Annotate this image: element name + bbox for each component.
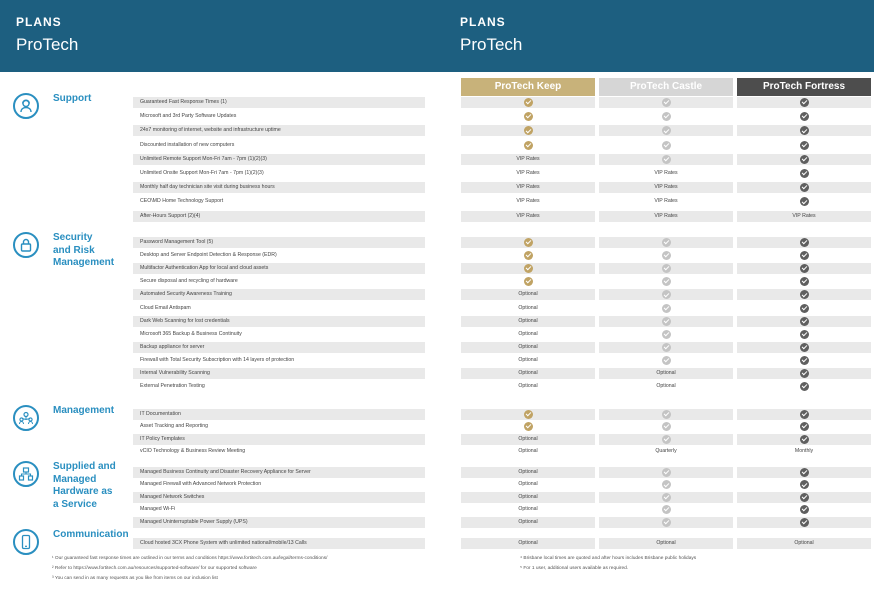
category-label: Security and Risk Management bbox=[53, 232, 115, 268]
cell-keep: Optional bbox=[518, 506, 538, 513]
cell-fortress bbox=[737, 97, 871, 108]
cell-castle: Quarterly bbox=[655, 447, 677, 454]
cell-fortress bbox=[737, 154, 871, 165]
check-icon bbox=[800, 505, 809, 514]
cell-castle bbox=[599, 140, 733, 151]
cell-castle bbox=[599, 434, 733, 445]
cell-fortress bbox=[737, 196, 871, 207]
cell-keep bbox=[461, 125, 595, 136]
check-icon bbox=[662, 304, 671, 313]
cell-castle: Optional bbox=[656, 383, 676, 390]
hardware-network-icon bbox=[13, 461, 39, 487]
category-label: Supplied and Managed Hardware as a Service bbox=[53, 461, 116, 510]
check-icon bbox=[800, 330, 809, 339]
cell-castle bbox=[599, 409, 733, 420]
check-icon bbox=[662, 493, 671, 502]
cell-castle bbox=[599, 329, 733, 340]
cell-fortress bbox=[737, 434, 871, 445]
check-icon bbox=[662, 468, 671, 477]
check-icon bbox=[800, 238, 809, 247]
cell-castle: VIP Rates bbox=[654, 198, 678, 205]
cell-castle bbox=[599, 504, 733, 515]
cell-keep: Optional bbox=[461, 316, 595, 327]
check-icon bbox=[524, 112, 533, 121]
check-icon bbox=[800, 518, 809, 527]
check-icon bbox=[524, 251, 533, 260]
cell-keep: Optional bbox=[518, 304, 538, 311]
check-icon bbox=[662, 98, 671, 107]
check-icon bbox=[800, 264, 809, 273]
feature-label: Microsoft and 3rd Party Software Updates bbox=[140, 113, 237, 120]
cell-keep: Optional bbox=[461, 289, 595, 300]
check-icon bbox=[800, 197, 809, 206]
cell-fortress bbox=[737, 381, 871, 392]
feature-label: Unlimited Remote Support Mon-Fri 7am - 7pm (1)(2)(3) bbox=[133, 154, 425, 165]
feature-label: External Penetration Testing bbox=[140, 383, 205, 390]
cell-keep: Optional bbox=[518, 447, 538, 454]
cell-castle bbox=[599, 97, 733, 108]
cell-castle bbox=[599, 421, 733, 432]
feature-label: Multifactor Authentication App for local and cloud assets bbox=[133, 263, 425, 274]
feature-label: Asset Tracking and Reporting bbox=[140, 423, 209, 430]
feature-label: Automated Security Awareness Training bbox=[133, 289, 425, 300]
cell-fortress bbox=[737, 479, 871, 490]
check-icon bbox=[800, 98, 809, 107]
cell-keep bbox=[461, 409, 595, 420]
cell-keep bbox=[461, 263, 595, 274]
feature-label: Password Management Tool (5) bbox=[133, 237, 425, 248]
category-label: Management bbox=[53, 405, 115, 416]
check-icon bbox=[800, 169, 809, 178]
check-icon bbox=[800, 493, 809, 502]
cell-castle bbox=[599, 492, 733, 503]
cell-fortress bbox=[737, 316, 871, 327]
check-icon bbox=[800, 304, 809, 313]
cell-castle: Optional bbox=[599, 368, 733, 379]
footnote: ² Refer to https://www.fortitech.com.au/resources/supported-software/ for our supported software bbox=[52, 566, 257, 571]
cell-castle bbox=[599, 517, 733, 528]
feature-label: Managed Uninterruptable Power Supply (UPS) bbox=[133, 517, 425, 528]
check-icon bbox=[662, 422, 671, 431]
cell-keep: Optional bbox=[461, 368, 595, 379]
check-icon bbox=[662, 435, 671, 444]
cell-keep: VIP Rates bbox=[461, 211, 595, 222]
cell-keep bbox=[461, 237, 595, 248]
check-icon bbox=[662, 264, 671, 273]
feature-label: Cloud hosted 3CX Phone System with unlimited national/mobile/13 Calls bbox=[133, 538, 425, 549]
header-left bbox=[16, 14, 78, 57]
feature-label: 24x7 monitoring of internet, website and infrastructure uptime bbox=[133, 125, 425, 136]
cell-keep: VIP Rates bbox=[461, 182, 595, 193]
footnote: ⁵ For 1 user, additional users available as required. bbox=[520, 566, 629, 571]
page-title: ProTech bbox=[16, 35, 79, 54]
check-icon bbox=[524, 264, 533, 273]
feature-label: Internal Vulnerability Scanning bbox=[133, 368, 425, 379]
check-icon bbox=[524, 126, 533, 135]
cell-fortress: Optional bbox=[737, 538, 871, 549]
plans-label: PLANS bbox=[460, 15, 506, 29]
check-icon bbox=[662, 141, 671, 150]
cell-castle bbox=[599, 125, 733, 136]
feature-label: Desktop and Server Endpoint Detection & Response (EDR) bbox=[140, 252, 277, 259]
cell-fortress bbox=[737, 504, 871, 515]
phone-icon bbox=[13, 529, 39, 555]
cell-castle bbox=[599, 154, 733, 165]
feature-label: Managed Firewall with Advanced Network Protection bbox=[140, 481, 262, 488]
check-icon bbox=[524, 410, 533, 419]
cell-castle: VIP Rates bbox=[599, 211, 733, 222]
check-icon bbox=[800, 480, 809, 489]
cell-fortress bbox=[737, 355, 871, 366]
cell-fortress bbox=[737, 368, 871, 379]
cell-keep bbox=[461, 111, 595, 122]
cell-fortress bbox=[737, 125, 871, 136]
check-icon bbox=[800, 183, 809, 192]
cell-castle bbox=[599, 479, 733, 490]
person-support-icon bbox=[13, 93, 39, 119]
feature-label: CEO\MD Home Technology Support bbox=[140, 198, 224, 205]
check-icon bbox=[662, 518, 671, 527]
cell-fortress bbox=[737, 263, 871, 274]
cell-fortress: VIP Rates bbox=[737, 211, 871, 222]
check-icon bbox=[662, 290, 671, 299]
cell-fortress bbox=[737, 289, 871, 300]
cell-castle: VIP Rates bbox=[599, 182, 733, 193]
check-icon bbox=[800, 155, 809, 164]
cell-keep: Optional bbox=[461, 434, 595, 445]
cell-keep: Optional bbox=[461, 467, 595, 478]
cell-keep bbox=[461, 250, 595, 261]
cell-castle bbox=[599, 237, 733, 248]
plan-header-castle: ProTech Castle bbox=[599, 78, 733, 96]
cell-castle bbox=[599, 289, 733, 300]
check-icon bbox=[524, 277, 533, 286]
check-icon bbox=[662, 410, 671, 419]
footnote: ³ You can send in as many requests as you like from items on our inclusion list bbox=[52, 576, 218, 581]
cell-keep: Optional bbox=[461, 342, 595, 353]
cell-castle bbox=[599, 111, 733, 122]
feature-label: After-Hours Support (2)(4) bbox=[133, 211, 425, 222]
feature-label: Secure disposal and recycling of hardware bbox=[140, 278, 238, 285]
padlock-icon bbox=[13, 232, 39, 258]
cell-fortress bbox=[737, 409, 871, 420]
cell-keep: VIP Rates bbox=[516, 198, 540, 205]
feature-label: vCIO Technology & Business Review Meeting bbox=[140, 447, 246, 454]
plans-label: PLANS bbox=[16, 15, 62, 29]
header-right bbox=[460, 14, 522, 57]
check-icon bbox=[800, 126, 809, 135]
cell-castle: Optional bbox=[599, 538, 733, 549]
check-icon bbox=[524, 98, 533, 107]
check-icon bbox=[800, 468, 809, 477]
cell-keep: Optional bbox=[518, 481, 538, 488]
cell-keep: Optional bbox=[518, 356, 538, 363]
check-icon bbox=[800, 435, 809, 444]
cell-keep bbox=[461, 276, 595, 287]
feature-label: Dark Web Scanning for lost credentials bbox=[133, 316, 425, 327]
cell-castle bbox=[599, 303, 733, 314]
check-icon bbox=[800, 112, 809, 121]
check-icon bbox=[662, 238, 671, 247]
feature-label: Monthly half day technician site visit during business hours bbox=[133, 182, 425, 193]
check-icon bbox=[662, 343, 671, 352]
cell-fortress bbox=[737, 467, 871, 478]
cell-castle bbox=[599, 342, 733, 353]
plan-header-keep: ProTech Keep bbox=[461, 78, 595, 96]
cell-castle bbox=[599, 250, 733, 261]
plan-header-fortress: ProTech Fortress bbox=[737, 78, 871, 96]
feature-label: Managed Network Switches bbox=[133, 492, 425, 503]
cell-keep: Optional bbox=[518, 383, 538, 390]
cell-castle bbox=[599, 316, 733, 327]
check-icon bbox=[800, 141, 809, 150]
check-icon bbox=[662, 356, 671, 365]
page-header bbox=[0, 0, 874, 72]
cell-keep: Optional bbox=[461, 492, 595, 503]
check-icon bbox=[662, 480, 671, 489]
check-icon bbox=[800, 410, 809, 419]
cell-fortress: Monthly bbox=[794, 447, 814, 454]
check-icon bbox=[662, 126, 671, 135]
cell-fortress bbox=[737, 237, 871, 248]
cell-fortress bbox=[737, 182, 871, 193]
cell-fortress bbox=[737, 140, 871, 151]
footnote: ⁴ Brisbane local times are quoted and after hours includes Brisbane public holidays bbox=[520, 556, 697, 561]
feature-label: Cloud Email Antispam bbox=[140, 304, 191, 311]
cell-fortress bbox=[737, 492, 871, 503]
category-label: Support bbox=[53, 93, 92, 104]
cell-fortress bbox=[737, 111, 871, 122]
cell-castle bbox=[599, 355, 733, 366]
cell-keep bbox=[461, 97, 595, 108]
feature-label: IT Policy Templates bbox=[133, 434, 425, 445]
check-icon bbox=[524, 238, 533, 247]
cell-fortress bbox=[737, 168, 871, 179]
cell-castle bbox=[599, 276, 733, 287]
check-icon bbox=[662, 505, 671, 514]
check-icon bbox=[800, 251, 809, 260]
cell-castle bbox=[599, 467, 733, 478]
check-icon bbox=[524, 422, 533, 431]
cell-fortress bbox=[737, 303, 871, 314]
feature-label: Firewall with Total Security Subscription with 14 layers of protection bbox=[140, 356, 295, 363]
cell-fortress bbox=[737, 276, 871, 287]
check-icon bbox=[662, 330, 671, 339]
cell-fortress bbox=[737, 517, 871, 528]
check-icon bbox=[662, 112, 671, 121]
feature-label: Managed Business Continuity and Disaster Recovery Appliance for Server bbox=[133, 467, 425, 478]
cell-castle bbox=[599, 263, 733, 274]
check-icon bbox=[800, 422, 809, 431]
cell-fortress bbox=[737, 421, 871, 432]
category-label: Communication bbox=[53, 529, 129, 540]
cell-castle: VIP Rates bbox=[654, 170, 678, 176]
cell-keep: Optional bbox=[518, 330, 538, 337]
check-icon bbox=[662, 277, 671, 286]
cell-keep: VIP Rates bbox=[461, 154, 595, 165]
cell-keep: VIP Rates bbox=[516, 170, 540, 176]
feature-label: Backup appliance for server bbox=[133, 342, 425, 353]
check-icon bbox=[800, 369, 809, 378]
cell-keep bbox=[461, 421, 595, 432]
feature-label: Managed Wi-Fi bbox=[140, 506, 176, 513]
check-icon bbox=[800, 317, 809, 326]
check-icon bbox=[662, 251, 671, 260]
footnote: ¹ Our guaranteed fast response times are outlined in our terms and conditions https://www.fortitech.com.au/legal/terms-conditions/ bbox=[52, 556, 328, 561]
check-icon bbox=[662, 155, 671, 164]
check-icon bbox=[800, 343, 809, 352]
cell-fortress bbox=[737, 250, 871, 261]
check-icon bbox=[800, 382, 809, 391]
check-icon bbox=[800, 356, 809, 365]
page-title: ProTech bbox=[460, 35, 523, 54]
feature-label: IT Documentation bbox=[133, 409, 425, 420]
check-icon bbox=[662, 317, 671, 326]
cell-fortress bbox=[737, 342, 871, 353]
check-icon bbox=[800, 277, 809, 286]
cell-fortress bbox=[737, 329, 871, 340]
cell-keep: Optional bbox=[461, 538, 595, 549]
feature-label: Unlimited Onsite Support Mon-Fri 7am - 7pm (1)(2)(3) bbox=[140, 170, 264, 176]
check-icon bbox=[800, 290, 809, 299]
team-management-icon bbox=[13, 405, 39, 431]
cell-keep bbox=[461, 140, 595, 151]
feature-label: Guaranteed Fast Response Times (1) bbox=[133, 97, 425, 108]
feature-label: Discounted installation of new computers bbox=[140, 141, 235, 148]
check-icon bbox=[524, 141, 533, 150]
cell-keep: Optional bbox=[461, 517, 595, 528]
feature-label: Microsoft 365 Backup & Business Continuity bbox=[140, 330, 242, 337]
